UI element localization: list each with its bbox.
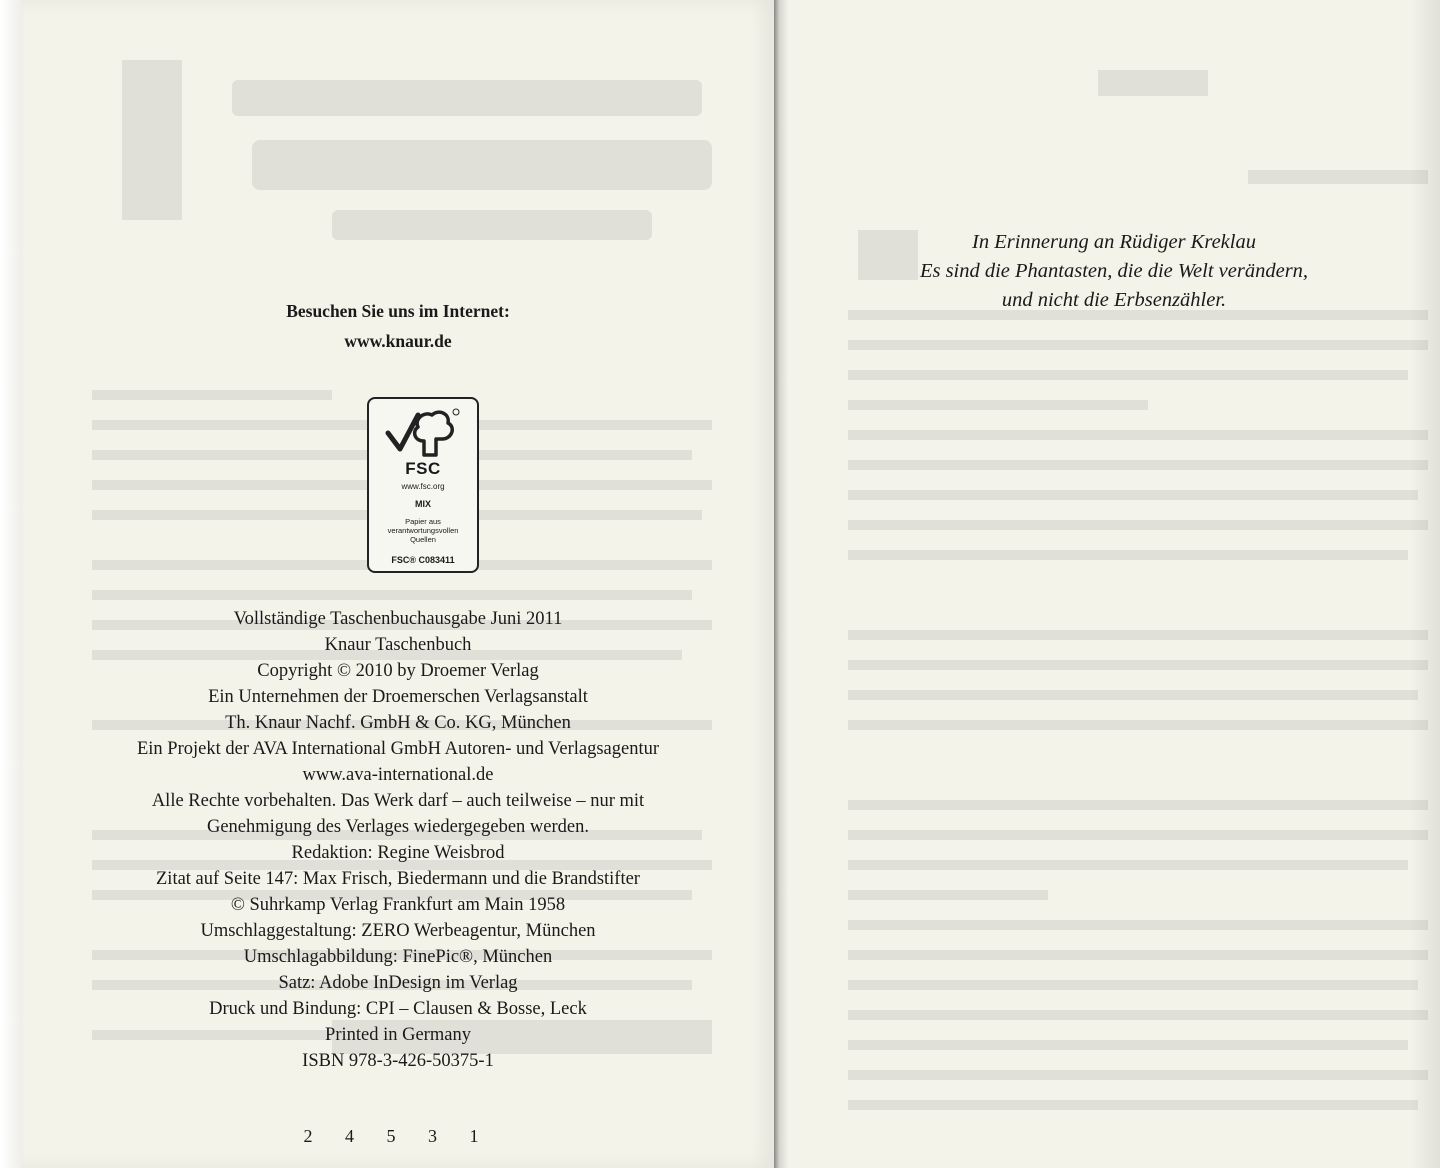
- visit-block: [22, 296, 774, 356]
- imprint-line: © Suhrkamp Verlag Frankfurt am Main 1958: [230, 895, 566, 915]
- page-edge-shadow: [1410, 0, 1440, 1168]
- bleed-through-shapes: [112, 60, 732, 260]
- imprint-line: Vollständige Taschenbuchausgabe Juni 2011: [233, 609, 563, 629]
- left-page: [22, 0, 774, 1168]
- imprint-line: ISBN 978-3-426-50375-1: [302, 1051, 494, 1071]
- imprint-line: Copyright © 2010 by Droemer Verlag: [257, 661, 539, 681]
- visit-heading: Besuchen Sie uns im Internet:: [286, 301, 510, 321]
- imprint-line: Knaur Taschenbuch: [324, 635, 472, 655]
- imprint-line: Genehmigung des Verlages wiedergegeben werden.: [206, 817, 590, 837]
- fsc-url: www.fsc.org: [401, 482, 445, 491]
- imprint-line: Satz: Adobe InDesign im Verlag: [278, 973, 518, 993]
- imprint-line: Th. Knaur Nachf. GmbH & Co. KG, München: [225, 713, 571, 733]
- fsc-brand: FSC: [405, 459, 441, 478]
- fsc-description: Papier aus verantwortungsvollen Quellen: [387, 517, 459, 544]
- imprint-line: Printed in Germany: [325, 1025, 471, 1045]
- imprint-block: [22, 606, 774, 1074]
- fsc-code: FSC® C083411: [391, 555, 455, 565]
- bleed-through-title: [112, 60, 732, 260]
- fsc-label: [367, 397, 479, 573]
- left-page-edge: [0, 0, 22, 1168]
- dedication-line: und nicht die Erbsenzähler.: [1001, 289, 1227, 311]
- bleed-through-epilog: [848, 60, 1428, 1140]
- book-gutter: [774, 0, 788, 1168]
- imprint-line: Umschlagabbildung: FinePic®, München: [243, 947, 553, 967]
- imprint-line: www.ava-international.de: [302, 765, 494, 785]
- imprint-line: Alle Rechte vorbehalten. Das Werk darf – auch teilweise – nur mit: [151, 791, 645, 811]
- imprint-line: Ein Unternehmen der Droemerschen Verlagsanstalt: [208, 687, 588, 707]
- imprint-line: Umschlaggestaltung: ZERO Werbeagentur, München: [200, 921, 596, 941]
- fsc-tree-check-icon: [384, 407, 462, 459]
- visit-url: www.knaur.de: [344, 331, 452, 351]
- imprint-line: Zitat auf Seite 147: Max Frisch, Biedermann und die Brandstifter: [156, 869, 640, 889]
- imprint-line: Ein Projekt der AVA International GmbH Autoren- und Verlagsagentur: [136, 739, 660, 759]
- dedication-line: Es sind die Phantasten, die die Welt verändern,: [919, 260, 1309, 282]
- imprint-line: Druck und Bindung: CPI – Clausen & Bosse, Leck: [209, 999, 587, 1019]
- imprint-line: Redaktion: Regine Weisbrod: [291, 843, 505, 863]
- fsc-mix: MIX: [414, 499, 431, 509]
- right-page: [788, 0, 1440, 1168]
- bleed-through-lines: [848, 60, 1428, 1140]
- dedication-block: [788, 228, 1440, 315]
- printing-number-line: 2 4 5 3 1: [303, 1126, 493, 1146]
- dedication-line: In Erinnerung an Rüdiger Kreklau: [972, 231, 1256, 253]
